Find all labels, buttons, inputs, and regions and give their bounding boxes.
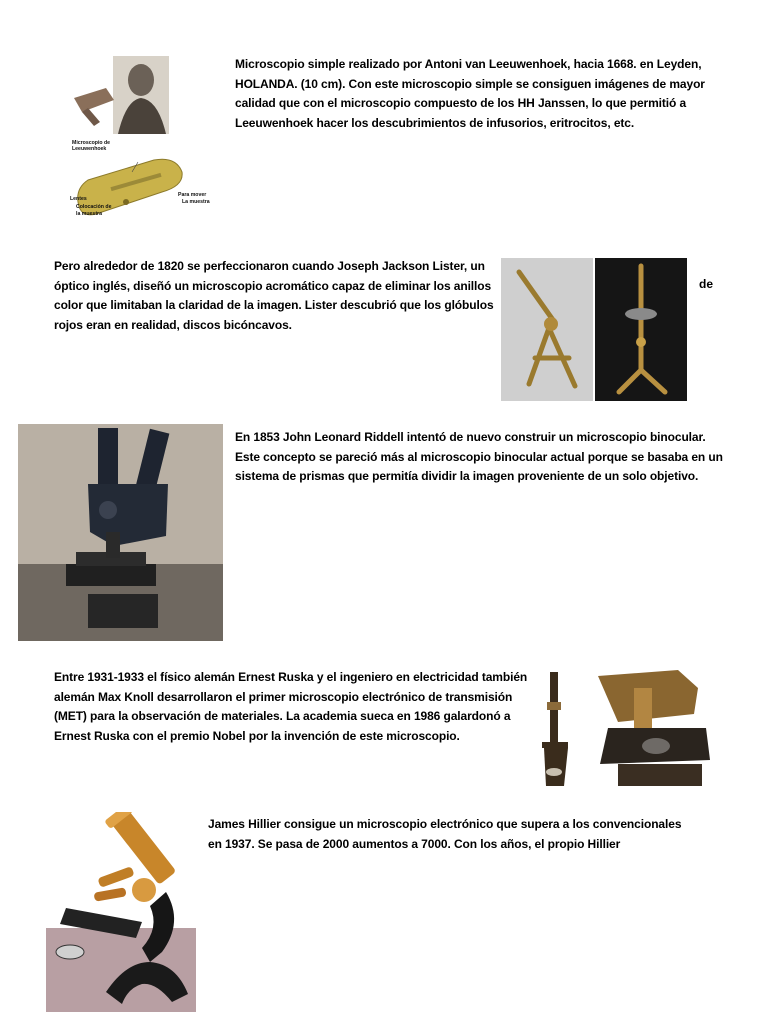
ruska-microscopes-photo <box>538 668 714 792</box>
leeuwenhoek-microscope-diagram <box>66 52 226 228</box>
svg-text:Leeuwenhoek: Leeuwenhoek <box>72 146 107 152</box>
svg-text:Colocación de: Colocación de <box>76 204 112 210</box>
svg-text:Microscopio de: Microscopio de <box>72 140 111 146</box>
svg-text:Lentes: Lentes <box>70 196 87 202</box>
paragraph-lister-overflow-word: de <box>699 277 714 291</box>
svg-text:La muestra: La muestra <box>182 199 210 205</box>
svg-text:la muestra: la muestra <box>76 211 102 217</box>
svg-text:Para mover: Para mover <box>178 192 207 198</box>
lister-microscopes-photo <box>501 258 687 401</box>
paragraph-riddell: En 1853 John Leonard Riddell intentó de nuevo construir un microscopio binocular. Este concepto se pareció más al microscopio binocular actual porque se basaba en un sistema de prismas que permitía dividir la imagen proveniente de un solo objetivo. <box>235 430 723 484</box>
riddell-binocular-microscope-photo <box>18 424 223 641</box>
paragraph-lister: Pero alrededor de 1820 se perfeccionaron cuando Joseph Jackson Lister, un óptico inglés, diseñó un microscopio acromático capaz de eliminar los anillos color que limitaban la claridad de la imagen. Lister descubrió que los glóbulos rojos eran en realidad, discos bicóncavos. <box>54 259 494 332</box>
hillier-microscope-photo <box>46 812 198 1012</box>
paragraph-hillier: James Hillier consigue un microscopio electrónico que supera a los convencionales en 1937. Se pasa de 2000 aumentos a 7000. Con los años, el propio Hillier <box>208 817 682 851</box>
paragraph-leeuwenhoek: Microscopio simple realizado por Antoni van Leeuwenhoek, hacia 1668. en Leyden, HOLANDA. (10 cm). Con este microscopio simple se consiguen imágenes de mayor calidad que con el microscopio compuesto de los HH Janssen, lo que permitió a Leeuwenhoek hacer los descubrimientos de infusorios, eritrocitos, etc. <box>235 57 705 130</box>
paragraph-ruska: Entre 1931-1933 el físico alemán Ernest Ruska y el ingeniero en electricidad también alemán Max Knoll desarrollaron el primer microscopio electrónico de transmisión (MET) para la observación de materiales. La academia sueca en 1986 galardonó a Ernest Ruska con el premio Nobel por la invención de este microscopio. <box>54 670 528 743</box>
